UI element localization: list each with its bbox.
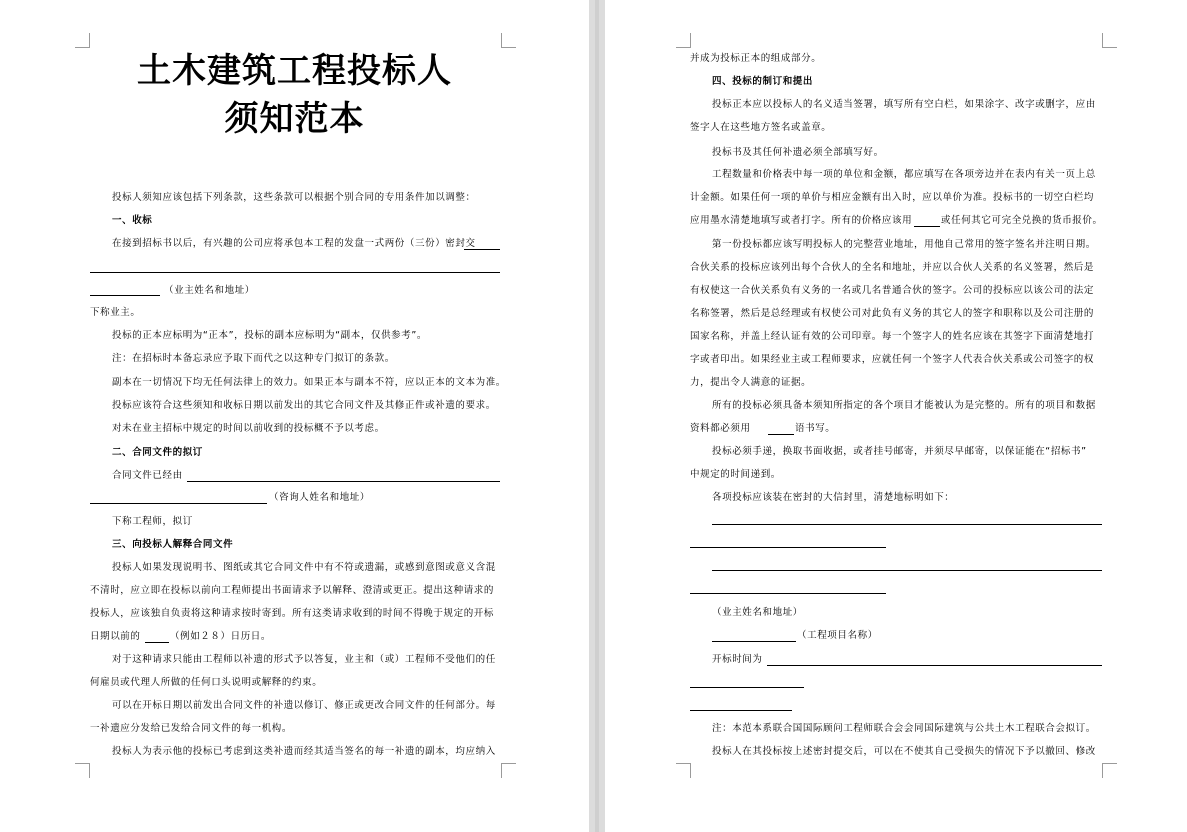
paragraph-line: 开标时间为 [712,654,763,665]
note-line: 注：本范本系联合国国际顾问工程师联合会会同国际建筑与公共土木工程联合会拟订。 [712,723,1096,734]
project-name-label: （工程项目名称） [797,630,878,641]
paragraph-line: 资料都必须用 [690,423,751,434]
intro-paragraph: 投标人须知应该包括下列条款，这些条款可以根据个别合同的专用条件加以调整： [112,192,476,203]
owner-name-address-label: （业主姓名和地址） [164,285,255,296]
paragraph-line: 有权使这一合伙关系负有义务的一名或几名普通合伙的签字。公司的投标应以该公司的法定 [690,285,1095,296]
paragraph-line: 字或者印出。如果经业主或工程师要求，应就任何一个签字人代表合伙关系或公司签字的权 [690,354,1095,365]
blank-line [712,570,1102,571]
blank-line [690,547,886,548]
crop-mark-bottom-left [75,763,90,778]
crop-mark-bottom-right [501,763,516,778]
blank-line [90,272,500,273]
paragraph-line: 可以在开标日期以前发出合同文件的补遗以修订、修正或更改合同文件的任何部分。每 [112,700,496,711]
crop-mark-top-right [501,33,516,48]
blank-line [914,226,940,227]
paragraph-line: 何雇员或代理人所做的任何口头说明或解释的约束。 [90,677,323,688]
paragraph-line: 投标书及其任何补遗必须全部填写好。 [712,147,884,158]
crop-mark-top-right [1102,33,1117,48]
crop-mark-bottom-right [1102,763,1117,778]
blank-line [767,665,1102,666]
paragraph-line: 语书写。 [795,423,836,434]
crop-mark-top-left [75,33,90,48]
consultant-name-address-label: （咨询人姓名和地址） [269,492,371,503]
paragraph-line: 投标必须手递，换取书面收据，或者挂号邮寄，并须尽早邮寄，以保证能在“招标书” [712,446,1087,457]
section-heading-3: 三、向投标人解释合同文件 [112,539,234,550]
paragraph-line: 或任何其它可完全兑换的货币报价。 [941,215,1103,226]
paragraph-line: 合伙关系的投标应该列出每个合伙人的全名和地址，并应以合伙人关系的名义签署，然后是 [690,262,1095,273]
paragraph-line: 名称签署，然后是总经理或有权使公司对此负有义务的其它人的签字和职称以及公司注册的 [690,308,1095,319]
document-title-line1: 土木建筑工程投标人 [137,51,452,91]
paragraph-line: （例如２８）日历日。 [170,631,272,642]
section-heading-2: 二、合同文件的拟订 [112,447,203,458]
paragraph-line: 国家名称，并盖上经认证有效的公司印章。每一个签字人的姓名应该在其签字下面清楚地打 [690,331,1095,342]
section-heading-1: 一、收标 [112,215,153,226]
note-line: 注：在招标时本备忘录应予取下而代之以这种专门拟订的条款。 [112,353,395,364]
blank-line [145,642,169,643]
paragraph-line: 签字人在这些地方签名或盖章。 [690,122,832,133]
paragraph-line: 日期以前的 [90,631,141,642]
document-title-line2: 须知范本 [224,99,365,139]
paragraph-line: 应用墨水清楚地填写或者打字。所有的价格应该用 [690,215,913,226]
document-page-right [605,0,1187,832]
paragraph-line: 各项投标应该装在密封的大信封里，清楚地标明如下： [712,492,955,503]
paragraph-line: 对未在业主招标中规定的时间以前收到的投标概不予以考虑。 [112,423,385,434]
paragraph-line: 计金额。如果任何一项的单价与相应金额有出入时，应以单价为准。投标书的一切空白栏均 [690,192,1095,203]
paragraph-line: 投标正本应以投标人的名义适当签署，填写所有空白栏，如果涂字、改字或删字，应由 [712,99,1096,110]
paragraph-line: 投标应该符合这些须知和收标日期以前发出的其它合同文件及其修正件或补遗的要求。 [112,400,496,411]
blank-line [690,687,804,688]
blank-line [690,710,792,711]
blank-line [90,503,267,504]
crop-mark-top-left [676,33,691,48]
paragraph-line: 并成为投标正本的组成部分。 [690,53,822,64]
paragraph-line: 不清时，应立即在投标以前向工程师提出书面请求予以解释、澄清或更正。提出这种请求的 [90,585,495,596]
blank-line [712,524,1102,525]
paragraph-line: 在接到招标书以后，有兴趣的公司应将承包本工程的发盘一式两份（三份）密封交 [112,238,476,249]
paragraph-line: 中规定的时间递到。 [690,469,781,480]
paragraph-line: 对于这种请求只能由工程师以补遗的形式予以答复，业主和（或）工程师不受他们的任 [112,654,496,665]
blank-line [90,295,160,296]
blank-line [768,434,794,435]
paragraph-line: 投标人，应该独自负责将这种请求按时寄到。所有这类请求收到的时间不得晚于规定的开标 [90,608,495,619]
blank-line [712,641,796,642]
paragraph-line: 投标人在其投标按上述密封提交后，可以在不使其自己受损失的情况下予以撤回、修改 [712,746,1096,757]
blank-line [187,481,500,482]
owner-name-address-label: （业主姓名和地址） [712,607,803,618]
crop-mark-bottom-left [676,763,691,778]
paragraph-line: 一补遗应分发给已发给合同文件的每一机构。 [90,723,293,734]
paragraph-line: 副本在一切情况下均无任何法律上的效力。如果正本与副本不符，应以正本的文本为准。 [112,377,506,388]
paragraph-line: 投标的正本应标明为“正本”，投标的副本应标明为“副本，仅供参考”。 [112,330,427,341]
paragraph-line: 下称业主。 [90,307,141,318]
paragraph-line: 力，提出令人满意的证据。 [690,377,812,388]
paragraph-line: 下称工程师，拟订 [112,516,193,527]
paragraph-line: 第一份投标都应该写明投标人的完整营业地址，用他自己常用的签字签名并注明日期。 [712,239,1096,250]
paragraph-line: 工程数量和价格表中每一项的单位和金额，都应填写在各项旁边并在表内有关一页上总 [712,169,1096,180]
paragraph-line: 合同文件已经由 [112,470,183,481]
paragraph-line: 投标人如果发现说明书、图纸或其它合同文件中有不符或遗漏，或感到意图或意义含混 [112,562,496,573]
section-heading-4: 四、投标的制订和提出 [712,76,814,87]
paragraph-line: 投标人为表示他的投标已考虑到这类补遗而经其适当签名的每一补遗的副本，均应纳入 [112,746,496,757]
paragraph-line: 所有的投标必须具备本须知所指定的各个项目才能被认为是完整的。所有的项目和数据 [712,400,1096,411]
blank-line [464,249,500,250]
document-page-left [0,0,589,832]
page-gutter [589,0,605,832]
blank-line [690,593,886,594]
